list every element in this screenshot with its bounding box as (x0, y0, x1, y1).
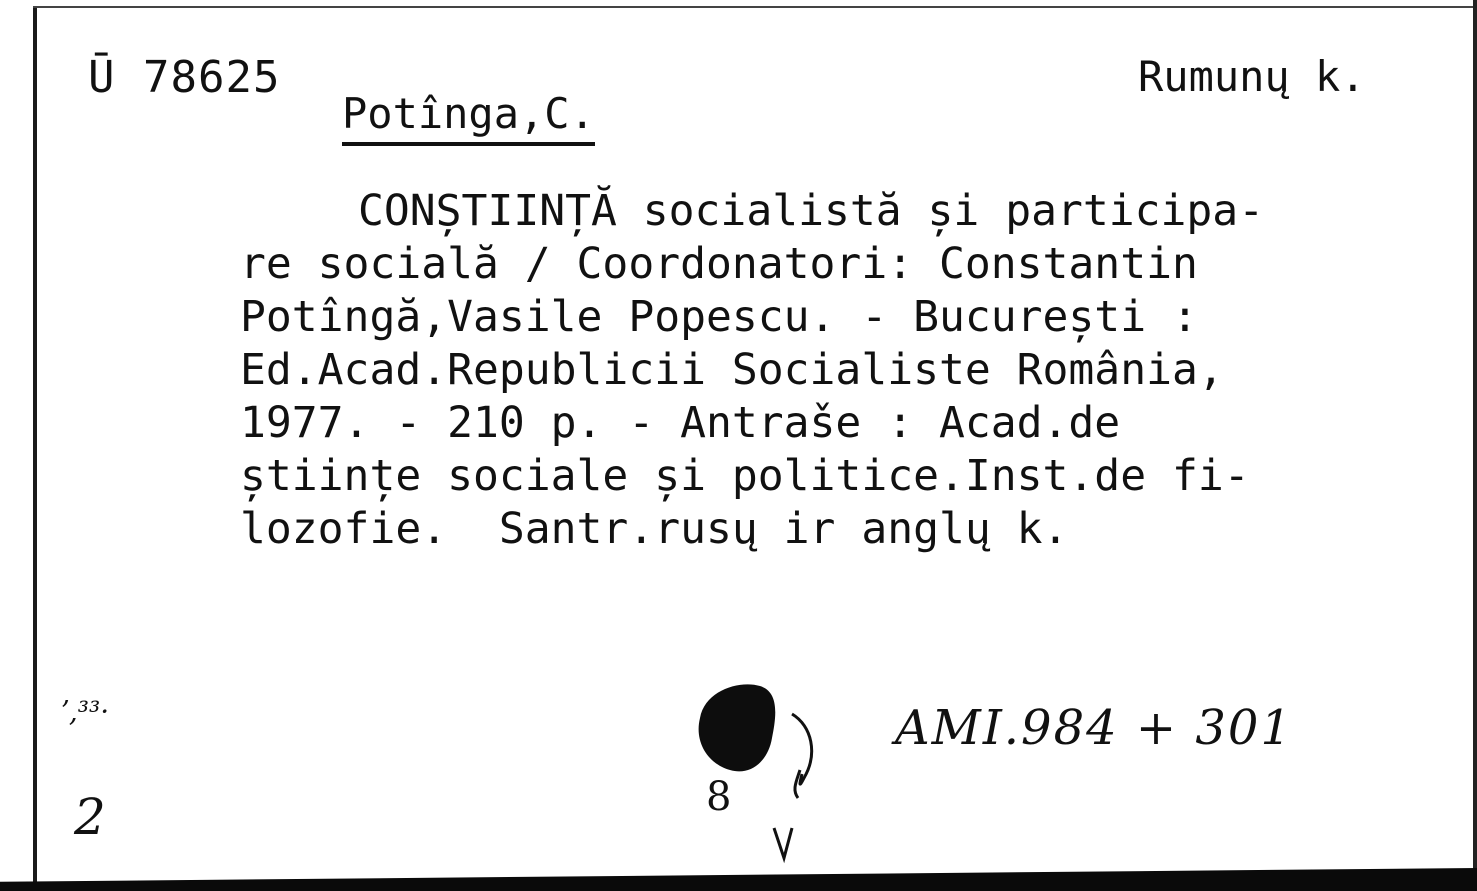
language-tag: Rumunų k. (1138, 52, 1366, 101)
description-line: lozofie. Santr.rusų ir anglų k. (240, 504, 1069, 554)
stamp-tick (774, 828, 792, 858)
call-number: Ū 78625 (88, 52, 281, 103)
bibliographic-description (240, 185, 1445, 556)
handwritten-margin-number: 2 (74, 788, 106, 846)
card-right-edge (1473, 0, 1477, 891)
handwritten-accession-note: AMI.984 + 301 (895, 700, 1293, 756)
description-line: Ed.Acad.Republicii Socialiste România, (240, 345, 1224, 395)
card-top-edge (33, 6, 1477, 8)
ink-blot (699, 684, 776, 771)
author-heading: Potînga,C. (342, 90, 595, 146)
string-loop (792, 714, 812, 784)
punch-hole-stamp (680, 678, 840, 878)
description-line: Potîngă,Vasile Popescu. - București : (240, 292, 1198, 342)
description-line: re socială / Coordonatori: Constantin (240, 239, 1198, 289)
description-line: 1977. - 210 p. - Antrašе : Acad.de (240, 398, 1121, 448)
stamp-glyph: 8 (706, 774, 732, 820)
card-left-edge (33, 8, 37, 888)
description-line: științe sociale și politice.Inst.de fi- (240, 451, 1250, 501)
corner-handwritten-mark: ʼ,³³· (60, 695, 110, 728)
description-line: CONȘTIINȚĂ socialistă și participa- (358, 186, 1265, 236)
